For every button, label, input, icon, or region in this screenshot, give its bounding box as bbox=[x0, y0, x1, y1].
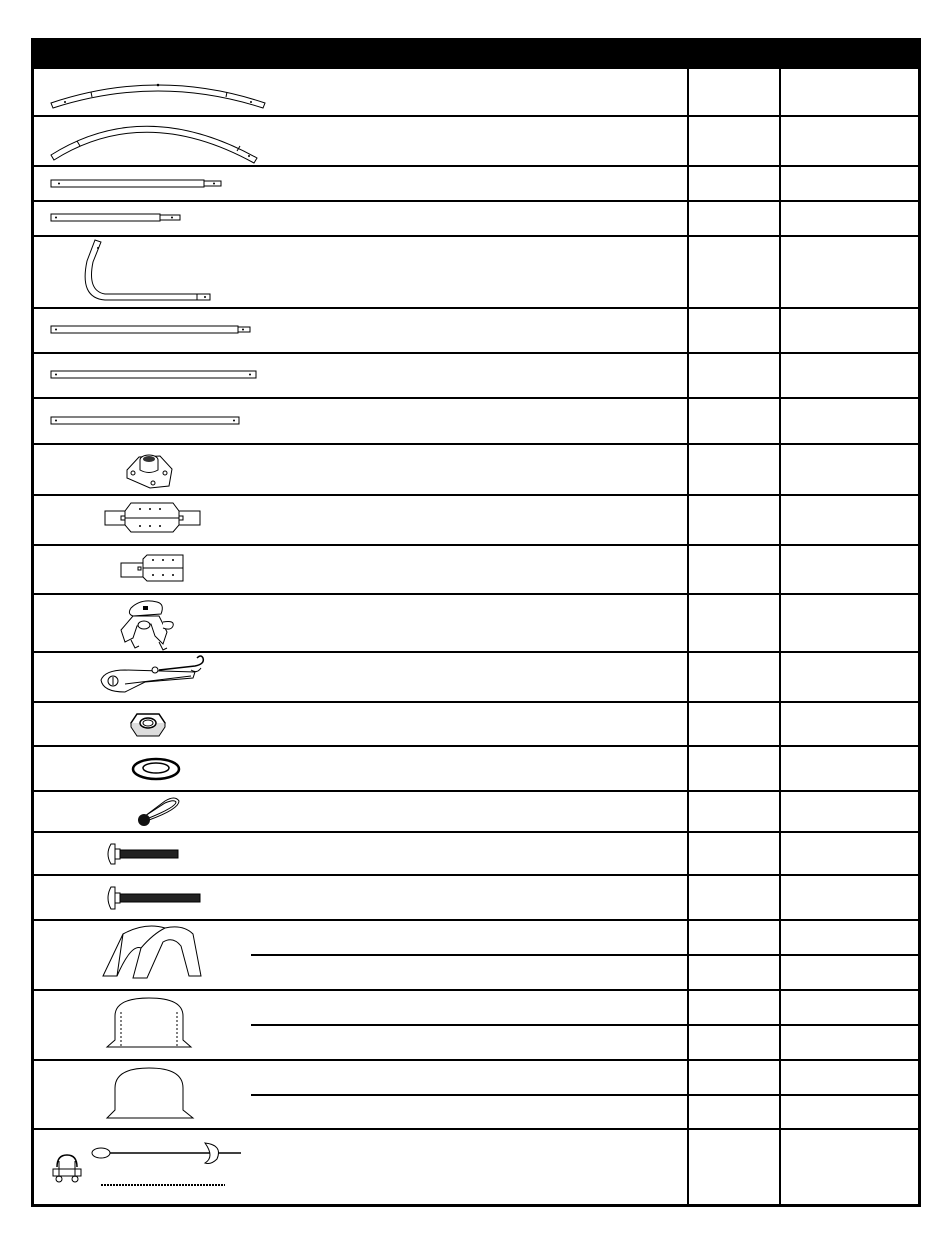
table-row bbox=[31, 1060, 921, 1130]
bungee-ball-tie-illustration bbox=[45, 791, 285, 833]
tee-connector-plate-illustration bbox=[45, 545, 285, 595]
straight-tube-long-swaged-illustration bbox=[45, 308, 285, 354]
table-row bbox=[31, 201, 921, 237]
ratchet-clamp-illustration bbox=[45, 594, 285, 653]
table-row bbox=[31, 444, 921, 496]
table-row bbox=[31, 236, 921, 309]
straight-tube-swaged-illustration bbox=[45, 167, 285, 202]
end-panel-door-illustration bbox=[45, 990, 285, 1061]
sub-row-divider bbox=[251, 1094, 921, 1096]
table-row bbox=[31, 1129, 921, 1204]
hex-nut-illustration bbox=[45, 702, 285, 747]
sub-row-divider bbox=[251, 954, 921, 956]
table-row bbox=[31, 116, 921, 167]
table-row bbox=[31, 990, 921, 1061]
straight-tube-long-illustration bbox=[45, 353, 285, 399]
flat-washer-illustration bbox=[45, 746, 285, 792]
table-row bbox=[31, 920, 921, 991]
anchor-kit-illustration bbox=[45, 1129, 285, 1204]
table-row bbox=[31, 791, 921, 833]
table-row bbox=[31, 69, 921, 117]
table-row bbox=[31, 353, 921, 399]
curved-arch-shallow-illustration bbox=[45, 69, 285, 117]
tension-ratchet-hook-illustration bbox=[45, 652, 285, 703]
bent-corner-leg-illustration bbox=[45, 236, 285, 309]
table-row bbox=[31, 167, 921, 202]
carriage-bolt-short-illustration bbox=[45, 832, 285, 876]
table-row bbox=[31, 594, 921, 653]
table-header-bar bbox=[31, 38, 921, 69]
table-row bbox=[31, 308, 921, 354]
straight-tube-short-swaged-illustration bbox=[45, 201, 285, 237]
table-row bbox=[31, 702, 921, 747]
cross-connector-plate-illustration bbox=[45, 495, 285, 546]
table-row bbox=[31, 832, 921, 876]
end-panel-solid-illustration bbox=[45, 1060, 285, 1130]
carriage-bolt-long-illustration bbox=[45, 875, 285, 921]
table-row bbox=[31, 875, 921, 921]
foot-plate-illustration bbox=[45, 444, 285, 496]
table-row bbox=[31, 495, 921, 546]
straight-tube-medium-illustration bbox=[45, 398, 285, 445]
curved-arch-steep-illustration bbox=[45, 116, 285, 167]
roof-cover-illustration bbox=[45, 920, 285, 991]
table-row bbox=[31, 652, 921, 703]
table-row bbox=[31, 398, 921, 445]
table-row bbox=[31, 545, 921, 595]
table-row bbox=[31, 746, 921, 792]
sub-row-divider bbox=[251, 1024, 921, 1026]
